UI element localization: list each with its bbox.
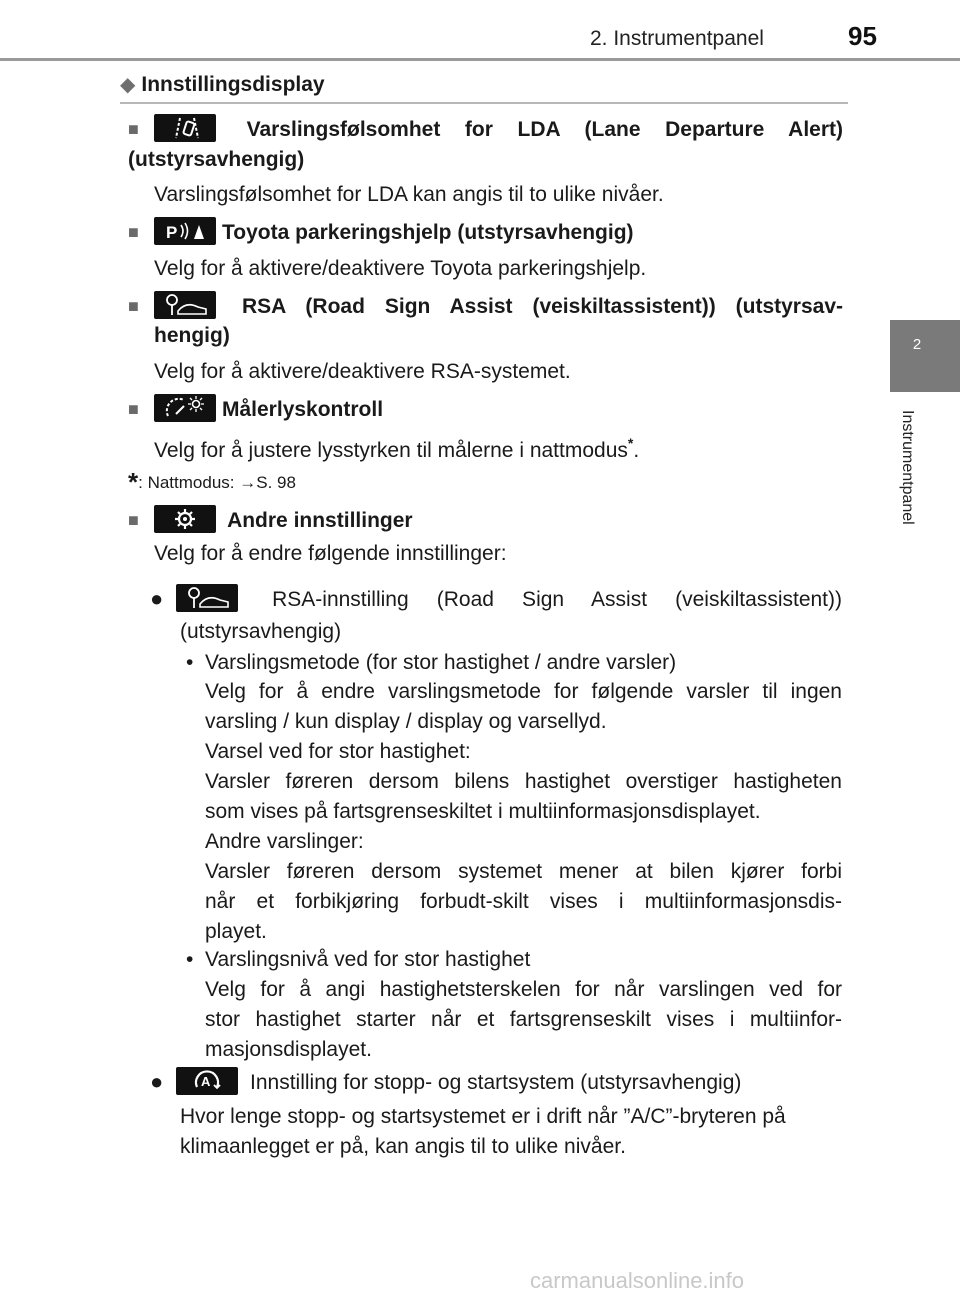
other-settings-description: Velg for å endre følgende innstillinger: (154, 542, 507, 565)
rsa-setting-title-line1: RSA-innstilling (Road Sign Assist (veiskiltassistent)) (272, 588, 842, 611)
dot-bullet-icon: • (186, 651, 194, 674)
watermark: carmanualsonline.info (530, 1268, 745, 1293)
warning-method-body: Velg for å endre varslingsmetode for følgende varsler til ingen varsling / kun display / display og varsellyd. Varsel ved for stor hastighet: Varsler føreren dersom bilens hastighet overstiger hastigheten som vises på fartsgrenseskiltet i multiinformasjonsdisplayet. Andre varslinger: Varsler føreren dersom systemet mener at bilen kjører forbi når et forbikjøring forbudt-skilt vises i multiinformasjonsdis- playet. (205, 680, 842, 943)
square-bullet-icon: ■ (128, 119, 139, 139)
diamond-icon: ◆ (120, 74, 136, 96)
road-sign-assist-icon (154, 291, 216, 319)
page-reference[interactable]: S. 98 (256, 473, 296, 492)
lane-departure-icon (154, 114, 216, 142)
road-sign-assist-icon (176, 584, 238, 612)
auto-stop-start-icon (176, 1067, 238, 1095)
meter-brightness-icon (154, 394, 216, 422)
lda-description: Varslingsfølsomhet for LDA kan angis til to ulike nivåer. (154, 183, 664, 206)
section-rule (120, 102, 848, 104)
parking-heading (128, 217, 843, 248)
lda-title: Varslingsfølsomhet for LDA (Lane Departure Alert) (utstyrsavhengig) (128, 118, 843, 171)
chapter-tab-number: 2 (912, 336, 922, 353)
square-bullet-icon: ■ (128, 510, 139, 530)
svg-text:A: A (201, 1074, 211, 1089)
section-title-text: Innstillingsdisplay (141, 73, 325, 96)
header-rule (0, 58, 960, 61)
stop-start-title: Innstilling for stopp- og startsystem (utstyrsavhengig) (250, 1071, 742, 1094)
warning-level-body: Velg for å angi hastighetsterskelen for når varslingen ved for stor hastighet starter når et fartsgrenseskilt vises i multiinfor- masjonsdisplayet. (205, 978, 842, 1061)
square-bullet-icon: ■ (128, 222, 139, 242)
running-header: 2. Instrumentpanel (590, 27, 764, 50)
warning-level-title: Varslingsnivå ved for stor hastighet (205, 948, 531, 971)
square-bullet-icon: ■ (128, 296, 139, 316)
parking-description: Velg for å aktivere/deaktivere Toyota parkeringshjelp. (154, 257, 647, 280)
page-number: 95 (848, 21, 877, 51)
other-settings-title: Andre innstillinger (227, 509, 413, 532)
rsa-setting-title-line2: (utstyrsavhengig) (180, 620, 342, 643)
rsa-title-line1: RSA (Road Sign Assist (veiskiltassistent)) (utstyrsav- (241, 295, 843, 318)
circle-bullet-icon: ● (150, 1069, 164, 1094)
parking-assist-icon (154, 217, 216, 245)
stop-start-heading (150, 1067, 842, 1098)
rsa-setting-heading (150, 584, 842, 615)
arrow-icon: → (239, 473, 257, 492)
stop-start-description: Hvor lenge stopp- og startsystemet er i drift når ”A/C”-bryteren på klimaanlegget er på, kan angis til to ulike nivåer. (180, 1105, 786, 1158)
chapter-tab-label: Instrumentpanel (899, 410, 916, 525)
parking-title: Toyota parkeringshjelp (utstyrsavhengig) (222, 221, 634, 244)
chapter-tab (890, 320, 960, 392)
meter-description: Velg for å justere lysstyrken til målerne i nattmodus*. (154, 435, 640, 462)
dot-bullet-icon: • (186, 948, 194, 971)
svg-text:P: P (166, 223, 178, 242)
meter-title: Målerlyskontroll (222, 398, 384, 421)
lda-heading (128, 114, 843, 175)
footnote: *: Nattmodus: →S. 98 (128, 467, 296, 497)
square-bullet-icon: ■ (128, 399, 139, 419)
circle-bullet-icon: ● (150, 586, 164, 611)
meter-heading (128, 394, 843, 425)
other-settings-heading (128, 505, 843, 536)
gear-icon (154, 505, 216, 533)
rsa-heading (128, 291, 843, 322)
rsa-description: Velg for å aktivere/deaktivere RSA-systemet. (154, 360, 571, 383)
rsa-title-line2: hengig) (154, 324, 230, 347)
warning-method-title: Varslingsmetode (for stor hastighet / andre varsler) (205, 651, 677, 674)
section-title (120, 72, 325, 97)
